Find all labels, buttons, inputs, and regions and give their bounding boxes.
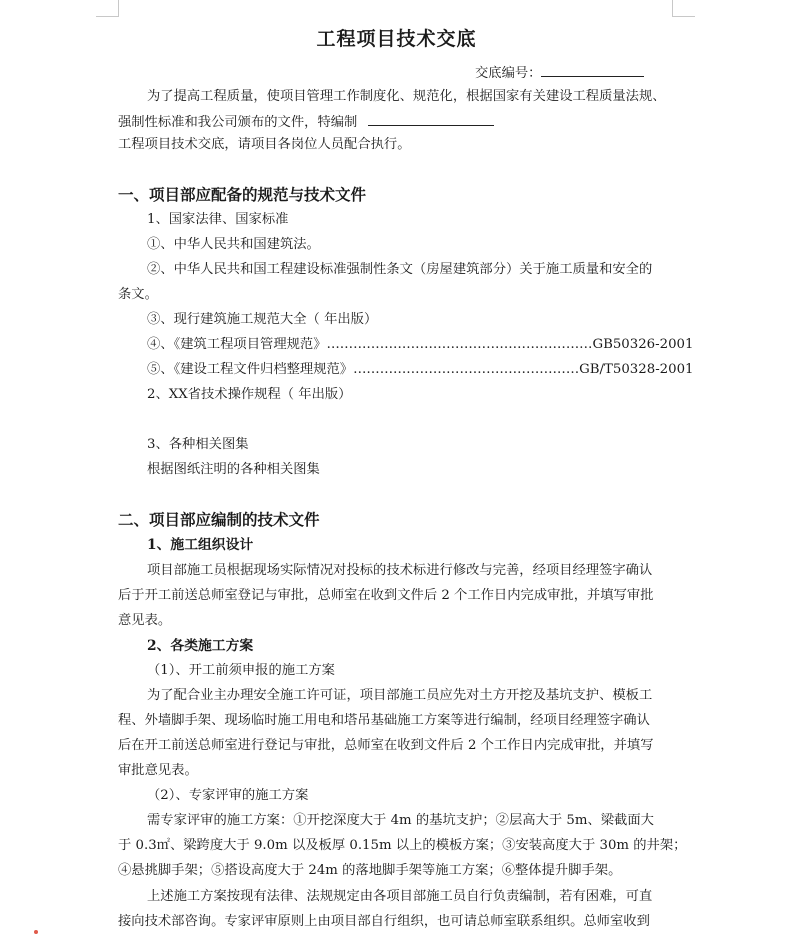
sec1-item-1b-line2: 条文。: [118, 287, 158, 302]
number-label: 交底编号：: [475, 66, 542, 81]
section-2-heading: 二、项目部应编制的技术文件: [118, 510, 320, 529]
sec2-sub-2-1-line-3: 后在开工前送总师室进行登记与审批，总师室在收到文件后 2 个工作日内完成审批，并填写: [118, 738, 654, 753]
sec2-sub-2: 2、各类施工方案: [147, 638, 254, 654]
section-1-heading: 一、项目部应配备的规范与技术文件: [118, 185, 367, 204]
project-name-blank: [368, 111, 494, 126]
sec2-sub-1-line-1: 项目部施工员根据现场实际情况对投标的技术标进行修改与完善，经项目经理签字确认: [147, 563, 653, 578]
sec1-item-2: 2、XX省技术操作规程（ 年出版）: [147, 387, 352, 402]
sec1-item-1a: ①、中华人民共和国建筑法。: [147, 237, 320, 252]
sec1-item-1: 1、国家法律、国家标准: [147, 212, 289, 227]
sec2-sub-2-2-heading: （2）、专家评审的施工方案: [147, 788, 309, 803]
sec1-item-3-text: 根据图纸注明的各种相关图集: [147, 462, 320, 477]
sec2-sub-2-2-line-3: ④悬挑脚手架；⑤搭设高度大于 24m 的落地脚手架等施工方案；⑥整体提升脚手架。: [118, 863, 622, 878]
edge-marker: [34, 930, 38, 934]
sec2-sub-2-1-line-2: 程、外墙脚手架、现场临时施工用电和塔吊基础施工方案等进行编制，经项目经理签字确认: [118, 713, 650, 728]
intro-line-2: [118, 111, 494, 133]
intro-line-1: 为了提高工程质量，使项目管理工作制度化、规范化，根据国家有关建设工程质量法规、: [147, 89, 666, 104]
number-field: [475, 62, 644, 84]
intro-line-2-text: 强制性标准和我公司颁布的文件，特编制: [118, 115, 358, 130]
document-title: 工程项目技术交底: [316, 28, 477, 50]
sec2-sub-2-2-line-2: 于 0.3㎡、梁跨度大于 9.0m 以及板厚 0.15m 以上的模板方案；③安装高度大于 30m 的井架；: [118, 838, 687, 853]
sec2-sub-2-2-line-4: 上述施工方案按现有法律、法规规定由各项目部施工员自行负责编制，若有困难，可直: [147, 889, 653, 904]
sec2-sub-2-1-line-4: 审批意见表。: [118, 763, 198, 778]
sec2-sub-1: 1、施工组织设计: [147, 537, 254, 553]
sec1-item-1b-line1: ②、中华人民共和国工程建设标准强制性条文（房屋建筑部分）关于施工质量和安全的: [147, 262, 653, 277]
sec2-sub-1-line-2: 后于开工前送总师室登记与审批，总师室在收到文件后 2 个工作日内完成审批，并填写审批: [118, 588, 654, 603]
sec1-item-1c: ③、现行建筑施工规范大全（ 年出版）: [147, 312, 378, 327]
crop-mark-top-right: [672, 0, 695, 17]
sec1-item-1d: ④、《建筑工程项目管理规范》……………………………………………………GB50326-2001: [147, 337, 694, 352]
sec2-sub-2-1-heading: （1）、开工前须申报的施工方案: [147, 663, 335, 678]
crop-mark-top-left: [96, 0, 119, 17]
sec2-sub-2-2-line-1: 需专家评审的施工方案：①开挖深度大于 4m 的基坑支护；②层高大于 5m、梁截面大: [147, 813, 654, 828]
intro-line-3: 工程项目技术交底，请项目各岗位人员配合执行。: [118, 137, 411, 152]
number-blank: [541, 62, 644, 77]
sec2-sub-2-1-line-1: 为了配合业主办理安全施工许可证，项目部施工员应先对土方开挖及基坑支护、模板工: [147, 688, 653, 703]
sec1-item-3: 3、各种相关图集: [147, 437, 249, 452]
sec2-sub-1-line-3: 意见表。: [118, 613, 172, 628]
sec1-item-1e: ⑤、《建设工程文件归档整理规范》……………………………………………GB/T50328-2001: [147, 362, 694, 377]
sec2-sub-2-2-line-5: 接向技术部咨询。专家评审原则上由项目部自行组织，也可请总师室联系组织。总师室收到: [118, 914, 650, 929]
